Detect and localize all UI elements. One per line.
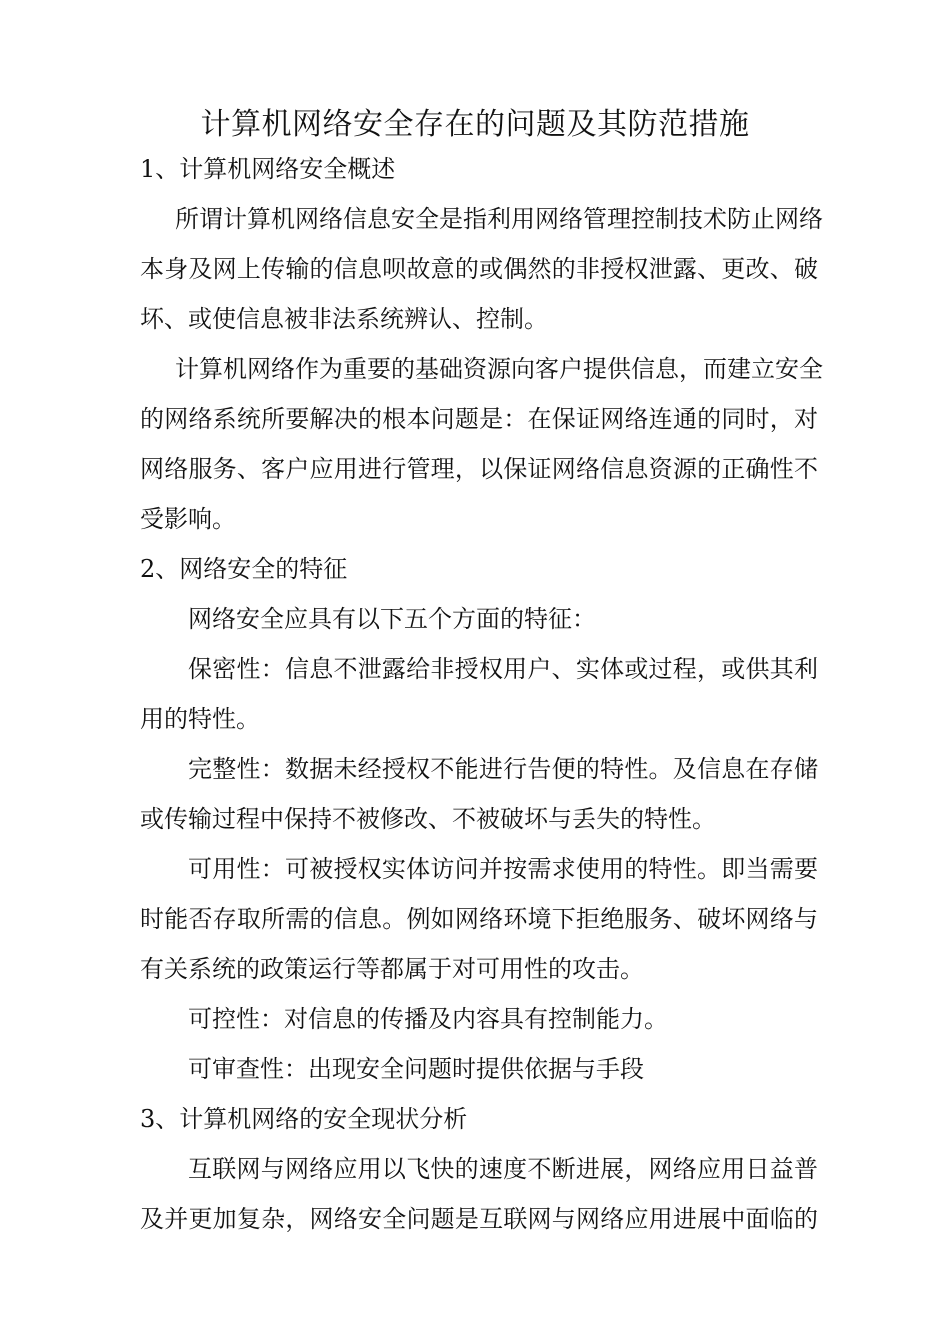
document-title: 计算机网络安全存在的问题及其防范措施 (200, 107, 750, 142)
paragraph-line: 坏、或使信息被非法系统辨认、控制。 (140, 305, 548, 333)
paragraph-line: 有关系统的政策运行等都属于对可用性的攻击。 (140, 955, 644, 983)
paragraph-line: 可审查性：出现安全问题时提供依据与手段 (188, 1055, 644, 1083)
paragraph-line: 或传输过程中保持不被修改、不被破坏与丢失的特性。 (140, 805, 716, 833)
paragraph-line: 完整性：数据未经授权不能进行告便的特性。及信息在存储 (188, 755, 818, 783)
paragraph-line: 时能否存取所需的信息。例如网络环境下拒绝服务、破坏网络与 (140, 905, 818, 933)
paragraph-line: 本身及网上传输的信息呗故意的或偶然的非授权泄露、更改、破 (140, 255, 818, 283)
paragraph-line: 用的特性。 (140, 705, 260, 733)
section-heading: 1、计算机网络安全概述 (140, 155, 396, 183)
paragraph-line: 网络安全应具有以下五个方面的特征： (188, 605, 596, 633)
paragraph-line: 互联网与网络应用以飞快的速度不断进展，网络应用日益普 (188, 1155, 818, 1183)
paragraph-line: 受影响。 (140, 505, 236, 533)
paragraph-line: 保密性：信息不泄露给非授权用户、实体或过程，或供其利 (188, 655, 818, 683)
section-heading: 3、计算机网络的安全现状分析 (140, 1105, 468, 1133)
paragraph-line: 及并更加复杂，网络安全问题是互联网与网络应用进展中面临的 (140, 1205, 818, 1233)
paragraph-line: 可用性：可被授权实体访问并按需求使用的特性。即当需要 (188, 855, 818, 883)
paragraph-line: 可控性：对信息的传播及内容具有控制能力。 (188, 1005, 668, 1033)
paragraph-line: 的网络系统所要解决的根本问题是：在保证网络连通的同时，对 (140, 405, 818, 433)
paragraph-line: 所谓计算机网络信息安全是指利用网络管理控制技术防止网络 (175, 205, 823, 233)
section-heading: 2、网络安全的特征 (140, 555, 348, 583)
paragraph-line: 计算机网络作为重要的基础资源向客户提供信息，而建立安全 (175, 355, 823, 383)
paragraph-line: 网络服务、客户应用进行管理，以保证网络信息资源的正确性不 (140, 455, 818, 483)
